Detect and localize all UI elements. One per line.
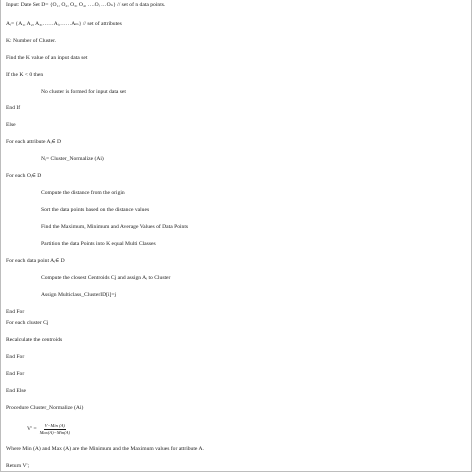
compute-centroid-line: Compute the closest Centroids Cj and assign Aᵢ to Cluster xyxy=(41,275,171,281)
for-object-line: For each Oᵢ∈ D xyxy=(6,173,42,179)
end-for-line-2: End For xyxy=(6,354,25,360)
formula-denominator: Max(A)−Min(A) xyxy=(39,429,71,435)
recalculate-line: Recalculate the centroids xyxy=(6,337,63,343)
for-attribute-line: For each attribute Aᵢ∈ D xyxy=(6,139,62,145)
assign-line: Assign Multiclass_ClusterID[i]=j xyxy=(41,292,117,298)
find-k-line: Find the K value of an input data set xyxy=(6,55,88,61)
procedure-line: Procedure Cluster_Normalize (Ai) xyxy=(6,405,84,411)
partition-line: Partition the data Points into K equal Multi Classes xyxy=(41,241,156,247)
normalization-formula xyxy=(27,423,71,435)
formula-lhs: V' = xyxy=(27,425,37,432)
end-for-line-1: End For xyxy=(6,309,25,315)
k-line: K: Number of Cluster. xyxy=(6,38,57,44)
sort-points-line: Sort the data points based on the distance values xyxy=(41,207,150,213)
end-else-line: End Else xyxy=(6,388,27,394)
find-stats-line: Find the Maximum, Minimum and Average Values of Data Points xyxy=(41,224,189,230)
if-k-line: If the K < 0 then xyxy=(6,72,44,78)
input-line: Input: Date Set D= {O₁, O₂, O₃, O₄, ….Oᵢ …Oₙ} // set of n data points. xyxy=(6,2,166,8)
for-point-line: For each data point Aᵢ∈ D xyxy=(6,258,65,264)
return-line: Return V'; xyxy=(6,463,30,469)
formula-fraction xyxy=(39,423,71,435)
no-cluster-line: No cluster is formed for input data set xyxy=(41,89,126,95)
compute-distance-line: Compute the distance from the origin xyxy=(41,190,125,196)
for-cluster-line: For each cluster Cj xyxy=(6,320,49,326)
attributes-line: Aᵢ= {A₁, A₂, A₃,……Aᵢ,……Aₘ} // set of attributes xyxy=(6,21,122,27)
end-for-line-3: End For xyxy=(6,371,25,377)
where-line: Where Min (A) and Max (A) are the Minimum and the Maximum values for attribute A. xyxy=(6,446,204,452)
else-line: Else xyxy=(6,122,16,128)
formula-numerator: V−Min (A) xyxy=(44,423,65,428)
end-if-line: End If xyxy=(6,105,21,111)
normalize-call-line: Nᵢ= Cluster_Normalize (Ai) xyxy=(41,156,104,162)
